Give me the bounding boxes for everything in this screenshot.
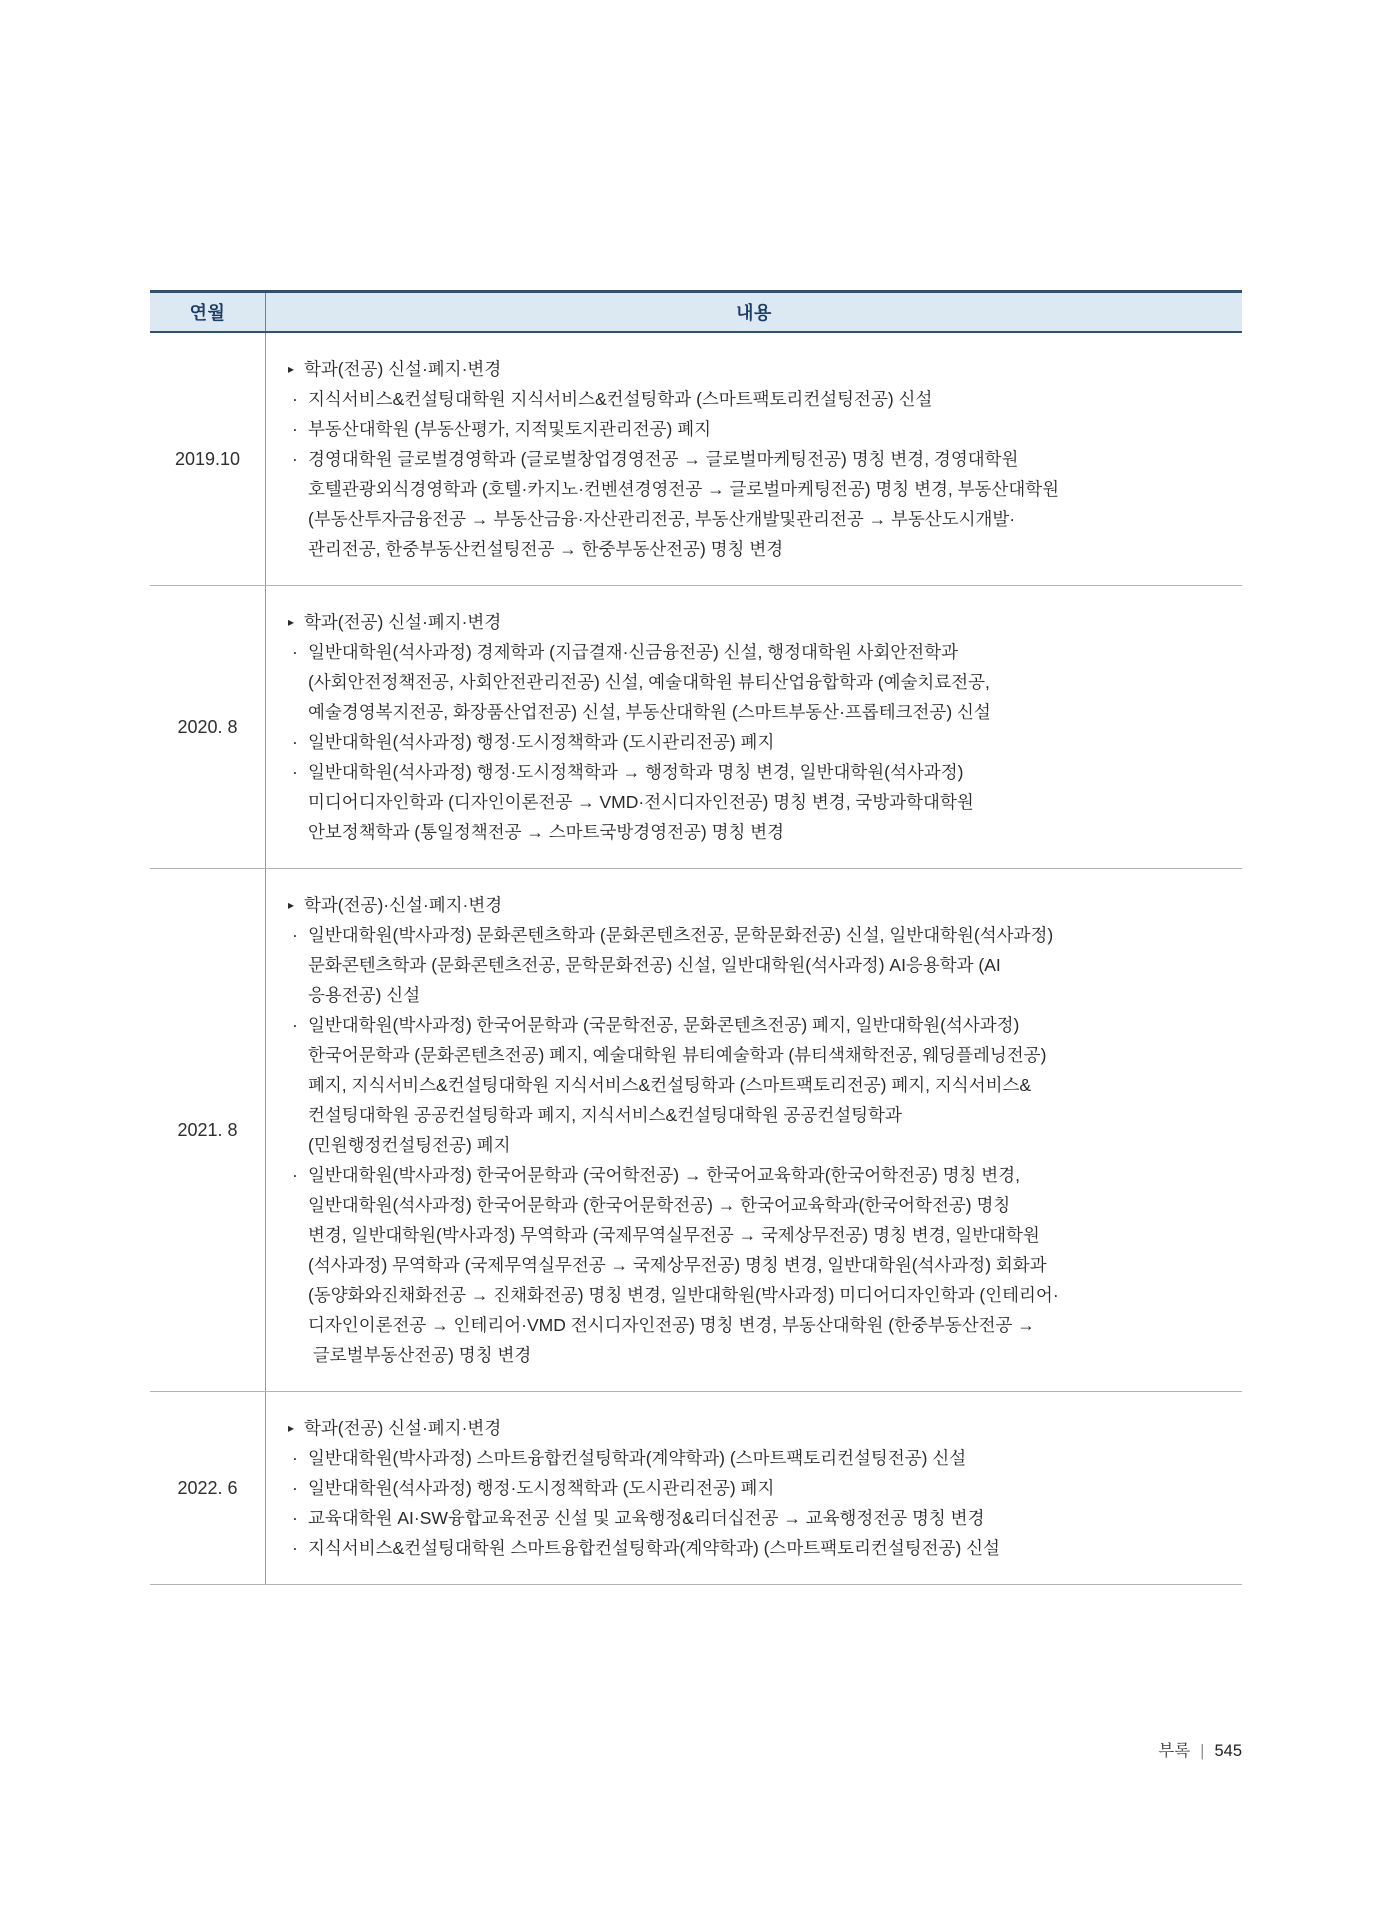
bullet-marker-icon: · <box>292 389 298 409</box>
content-continuation-line <box>288 697 1216 727</box>
line-text: (사회안전정책전공, 사회안전관리전공) 신설, 예술대학원 뷰티산업융합학과 (예술치료전공, <box>308 672 990 692</box>
content-heading-line <box>288 890 1216 920</box>
line-text: 일반대학원(석사과정) 행정·도시정책학과 → 행정학과 명칭 변경, 일반대학원(석사과정) <box>308 762 964 782</box>
content-bullet-line <box>288 1160 1216 1190</box>
line-text: 변경, 일반대학원(박사과정) 무역학과 (국제무역실무전공 → 국제상무전공) 명칭 변경, 일반대학원 <box>308 1225 1040 1245</box>
line-text: 한국어문학과 (문화콘텐츠전공) 폐지, 예술대학원 뷰티예술학과 (뷰티색채학전공, 웨딩플레닝전공) <box>308 1045 1047 1065</box>
content-bullet-line <box>288 757 1216 787</box>
line-text: 일반대학원(박사과정) 한국어문학과 (국문학전공, 문화콘텐츠전공) 폐지, 일반대학원(석사과정) <box>308 1015 1020 1035</box>
line-text: 미디어디자인학과 (디자인이론전공 → VMD·전시디자인전공) 명칭 변경, 국방과학대학원 <box>308 792 974 812</box>
line-text: 문화콘텐츠학과 (문화콘텐츠전공, 문학문화전공) 신설, 일반대학원(석사과정) AI응용학과 (AI <box>308 955 1001 975</box>
header-cell-date: 연월 <box>150 293 266 331</box>
line-text: (민원행정컨설팅전공) 폐지 <box>308 1135 511 1155</box>
bullet-marker-icon: · <box>292 1448 298 1468</box>
content-continuation-line <box>288 1100 1216 1130</box>
content-heading-line <box>288 1413 1216 1443</box>
table-row <box>150 1392 1242 1585</box>
line-text: 예술경영복지전공, 화장품산업전공) 신설, 부동산대학원 (스마트부동산·프롭테크전공) 신설 <box>308 702 991 722</box>
line-text: 일반대학원(박사과정) 스마트융합컨설팅학과(계약학과) (스마트팩토리컨설팅전공) 신설 <box>308 1448 967 1468</box>
content-bullet-line <box>288 1503 1216 1533</box>
row-content <box>266 586 1242 868</box>
line-text: 호텔관광외식경영학과 (호텔·카지노·컨벤션경영전공 → 글로벌마케팅전공) 명칭 변경, 부동산대학원 <box>308 479 1060 499</box>
line-text: 부동산대학원 (부동산평가, 지적및토지관리전공) 폐지 <box>308 419 712 439</box>
content-continuation-line <box>288 1040 1216 1070</box>
content-continuation-line <box>288 534 1216 564</box>
content-bullet-line <box>288 414 1216 444</box>
heading-marker-icon: ▸ <box>288 362 295 376</box>
bullet-marker-icon: · <box>292 642 298 662</box>
content-continuation-line <box>288 1130 1216 1160</box>
content-bullet-line <box>288 1443 1216 1473</box>
line-text: 지식서비스&컨설팅대학원 스마트융합컨설팅학과(계약학과) (스마트팩토리컨설팅전공) 신설 <box>308 1538 1000 1558</box>
footer-separator: | <box>1200 1742 1205 1760</box>
line-text: 학과(전공)·신설·폐지·변경 <box>304 895 503 915</box>
bullet-marker-icon: · <box>292 1478 298 1498</box>
table-row <box>150 869 1242 1392</box>
line-text: 응용전공) 신설 <box>308 985 421 1005</box>
history-table <box>150 290 1242 1585</box>
content-continuation-line <box>288 950 1216 980</box>
line-text: 컨설팅대학원 공공컨설팅학과 폐지, 지식서비스&컨설팅대학원 공공컨설팅학과 <box>308 1105 902 1125</box>
bullet-marker-icon: · <box>292 732 298 752</box>
line-text: 글로벌부동산전공) 명칭 변경 <box>308 1345 532 1365</box>
content-continuation-line <box>288 817 1216 847</box>
line-text: (동양화와진채화전공 → 진채화전공) 명칭 변경, 일반대학원(박사과정) 미디어디자인학과 (인테리어· <box>308 1285 1059 1305</box>
line-text: (석사과정) 무역학과 (국제무역실무전공 → 국제상무전공) 명칭 변경, 일반대학원(석사과정) 회화과 <box>308 1255 1047 1275</box>
content-bullet-line <box>288 1473 1216 1503</box>
line-text: 일반대학원(석사과정) 경제학과 (지급결재·신금융전공) 신설, 행정대학원 사회안전학과 <box>308 642 958 662</box>
header-cell-content: 내용 <box>736 303 772 323</box>
table-row <box>150 333 1242 586</box>
content-bullet-line <box>288 444 1216 474</box>
content-bullet-line <box>288 920 1216 950</box>
footer-page-number: 545 <box>1214 1742 1242 1760</box>
line-text: 디자인이론전공 → 인테리어·VMD 전시디자인전공) 명칭 변경, 부동산대학원 (한중부동산전공 → <box>308 1315 1035 1335</box>
content-continuation-line <box>288 787 1216 817</box>
table-body <box>150 333 1242 1585</box>
line-text: 일반대학원(석사과정) 한국어문학과 (한국어문학전공) → 한국어교육학과(한국어학전공) 명칭 <box>308 1195 1011 1215</box>
line-text: (부동산투자금융전공 → 부동산금융·자산관리전공, 부동산개발및관리전공 → 부동산도시개발· <box>308 509 1016 529</box>
content-bullet-line <box>288 384 1216 414</box>
line-text: 학과(전공) 신설·폐지·변경 <box>304 359 502 379</box>
line-text: 지식서비스&컨설팅대학원 지식서비스&컨설팅학과 (스마트팩토리컨설팅전공) 신설 <box>308 389 933 409</box>
line-text: 일반대학원(박사과정) 문화콘텐츠학과 (문화콘텐츠전공, 문학문화전공) 신설, 일반대학원(석사과정) <box>308 925 1054 945</box>
content-continuation-line <box>288 474 1216 504</box>
line-text: 학과(전공) 신설·폐지·변경 <box>304 612 502 632</box>
bullet-marker-icon: · <box>292 1508 298 1528</box>
line-text: 폐지, 지식서비스&컨설팅대학원 지식서비스&컨설팅학과 (스마트팩토리전공) 폐지, 지식서비스& <box>308 1075 1032 1095</box>
row-content <box>266 869 1242 1391</box>
line-text: 일반대학원(석사과정) 행정·도시정책학과 (도시관리전공) 폐지 <box>308 1478 775 1498</box>
content-heading-line <box>288 354 1216 384</box>
content-continuation-line <box>288 980 1216 1010</box>
content-continuation-line <box>288 504 1216 534</box>
bullet-marker-icon: · <box>292 449 298 469</box>
line-text: 관리전공, 한중부동산컨설팅전공 → 한중부동산전공) 명칭 변경 <box>308 539 784 559</box>
heading-marker-icon: ▸ <box>288 1421 295 1435</box>
line-text: 교육대학원 AI·SW융합교육전공 신설 및 교육행정&리더십전공 → 교육행정전공 명칭 변경 <box>308 1508 985 1528</box>
bullet-marker-icon: · <box>292 925 298 945</box>
row-date: 2021. 8 <box>150 869 266 1391</box>
table-header-row <box>150 293 1242 333</box>
content-continuation-line <box>288 1190 1216 1220</box>
content-continuation-line <box>288 1250 1216 1280</box>
table-row <box>150 586 1242 869</box>
content-bullet-line <box>288 1533 1216 1563</box>
line-text: 일반대학원(박사과정) 한국어문학과 (국어학전공) → 한국어교육학과(한국어학전공) 명칭 변경, <box>308 1165 1020 1185</box>
footer-section-label: 부록 <box>1158 1742 1191 1760</box>
bullet-marker-icon: · <box>292 1165 298 1185</box>
content-continuation-line <box>288 1280 1216 1310</box>
content-continuation-line <box>288 1220 1216 1250</box>
bullet-marker-icon: · <box>292 762 298 782</box>
row-date: 2022. 6 <box>150 1392 266 1584</box>
line-text: 안보정책학과 (통일정책전공 → 스마트국방경영전공) 명칭 변경 <box>308 822 785 842</box>
content-continuation-line <box>288 667 1216 697</box>
line-text: 학과(전공) 신설·폐지·변경 <box>304 1418 502 1438</box>
row-content <box>266 1392 1242 1584</box>
bullet-marker-icon: · <box>292 419 298 439</box>
bullet-marker-icon: · <box>292 1538 298 1558</box>
page-footer <box>1158 1737 1242 1761</box>
content-continuation-line <box>288 1340 1216 1370</box>
heading-marker-icon: ▸ <box>288 898 295 912</box>
bullet-marker-icon: · <box>292 1015 298 1035</box>
row-date: 2020. 8 <box>150 586 266 868</box>
line-text: 경영대학원 글로벌경영학과 (글로벌창업경영전공 → 글로벌마케팅전공) 명칭 변경, 경영대학원 <box>308 449 1019 469</box>
content-bullet-line <box>288 727 1216 757</box>
content-continuation-line <box>288 1070 1216 1100</box>
heading-marker-icon: ▸ <box>288 615 295 629</box>
content-continuation-line <box>288 1310 1216 1340</box>
content-bullet-line <box>288 637 1216 667</box>
row-date: 2019.10 <box>150 333 266 585</box>
content-heading-line <box>288 607 1216 637</box>
content-bullet-line <box>288 1010 1216 1040</box>
line-text: 일반대학원(석사과정) 행정·도시정책학과 (도시관리전공) 폐지 <box>308 732 775 752</box>
row-content <box>266 333 1242 585</box>
